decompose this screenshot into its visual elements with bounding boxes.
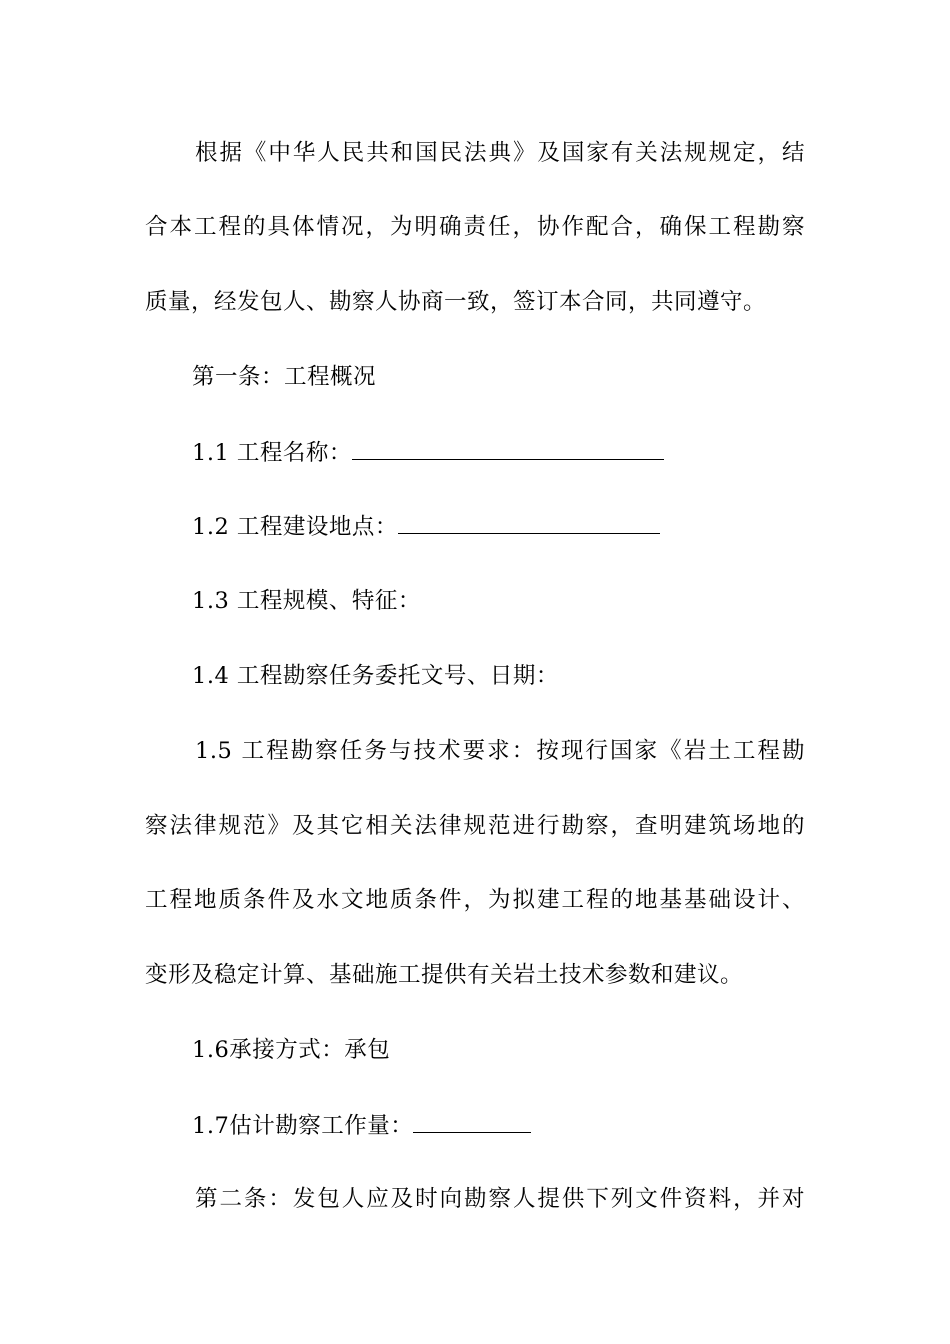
item-1-5-line-3: 工程地质条件及水文地质条件，为拟建工程的地基基础设计、: [145, 887, 805, 913]
item-1-7-label: 1.7估计勘察工作量：: [192, 1113, 414, 1139]
project-site-blank: [398, 511, 660, 534]
item-1-6: 1.6承接方式：承包: [192, 1037, 391, 1063]
item-1-4: 1.4 工程勘察任务委托文号、日期：: [192, 663, 559, 689]
item-1-2: [192, 511, 852, 542]
item-1-1-label: 1.1 工程名称：: [192, 440, 352, 466]
item-1-5-line-1: 1.5 工程勘察任务与技术要求：按现行国家《岩土工程勘: [195, 738, 805, 764]
item-1-2-label: 1.2 工程建设地点：: [192, 514, 398, 540]
article-2-line-1: 第二条：发包人应及时向勘察人提供下列文件资料，并对: [195, 1186, 805, 1212]
preamble-line-3: 质量，经发包人、勘察人协商一致，签订本合同，共同遵守。: [145, 289, 767, 315]
item-1-3: 1.3 工程规模、特征：: [192, 588, 421, 614]
preamble-line-2: 合本工程的具体情况，为明确责任，协作配合，确保工程勘察: [145, 214, 805, 240]
workload-blank: [413, 1110, 531, 1133]
item-1-7: [192, 1110, 852, 1141]
item-1-5-line-4: 变形及稳定计算、基础施工提供有关岩土技术参数和建议。: [145, 962, 744, 988]
item-1-1: [192, 437, 852, 468]
preamble-line-1: 根据《中华人民共和国民法典》及国家有关法规规定，结: [195, 140, 805, 166]
item-1-5-line-2: 察法律规范》及其它相关法律规范进行勘察，查明建筑场地的: [145, 813, 805, 839]
project-name-blank: [352, 437, 664, 460]
article-1-heading: 第一条：工程概况: [192, 364, 377, 390]
